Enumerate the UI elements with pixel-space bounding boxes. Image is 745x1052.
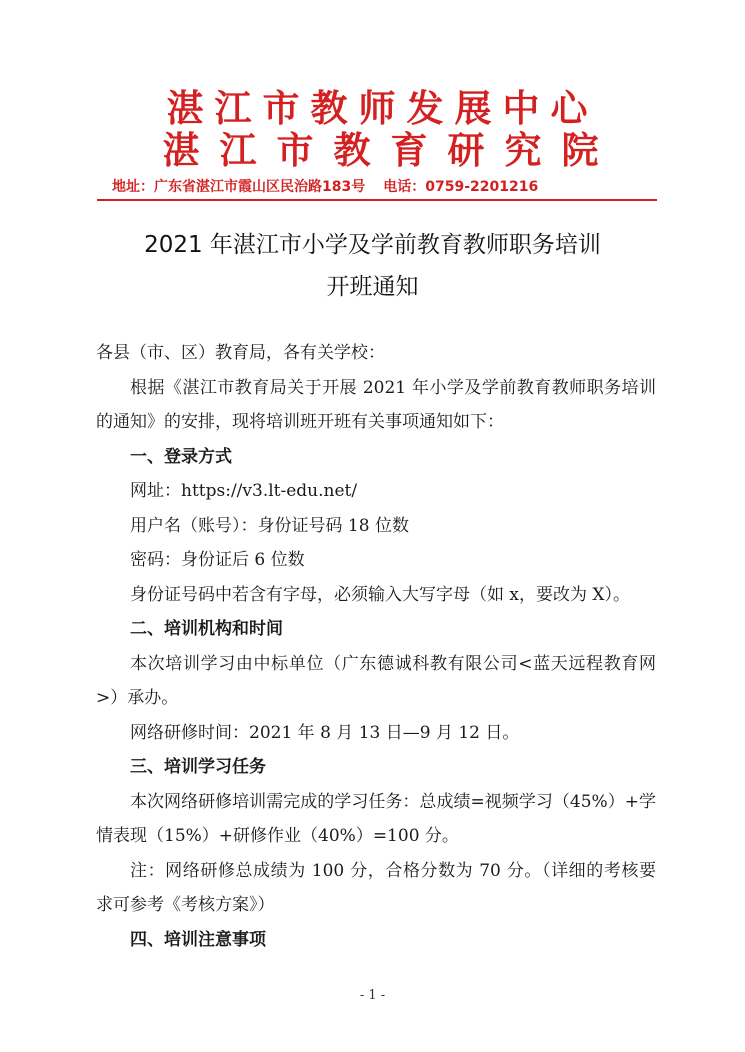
letterhead-contact xyxy=(112,176,672,196)
login-url: 网址：https://v3.lt-edu.net/ xyxy=(130,481,358,501)
training-task: 本次网络研修培训需完成的学习任务：总成绩=视频学习（45%）+学情表现（15%）+研修作业（40%）=100 分。 xyxy=(96,791,656,846)
intro-paragraph: 根据《湛江市教育局关于开展 2021 年小学及学前教育教师职务培训的通知》的安排，现将培训班开班有关事项通知如下： xyxy=(96,377,656,432)
section2-heading: 二、培训机构和时间 xyxy=(130,619,283,639)
letterhead-org-line2: 湛江市教育研究院 xyxy=(162,128,619,172)
letterhead-org-line1: 湛江市教师发展中心 xyxy=(166,86,599,130)
document-title-line1: 2021 年湛江市小学及学前教育教师职务培训 xyxy=(144,232,601,258)
training-org: 本次培训学习由中标单位（广东德诚科教有限公司<蓝天远程教育网>）承办。 xyxy=(96,653,656,708)
login-password: 密码：身份证后 6 位数 xyxy=(130,550,305,570)
document-title-line2: 开班通知 xyxy=(326,274,419,300)
login-username: 用户名（账号）：身份证号码 18 位数 xyxy=(130,515,409,536)
training-time: 网络研修时间：2021 年 8 月 13 日—9 月 12 日。 xyxy=(130,722,520,743)
training-score-note: 注：网络研修总成绩为 100 分，合格分数为 70 分。（详细的考核要求可参考《考核方案》） xyxy=(96,860,656,915)
letterhead-address: 地址：广东省湛江市霞山区民治路183号 xyxy=(112,179,366,195)
section4-heading: 四、培训注意事项 xyxy=(130,929,266,950)
section1-heading: 一、登录方式 xyxy=(130,446,232,467)
login-note: 身份证号码中若含有字母，必须输入大写字母（如 x，要改为 X）。 xyxy=(130,584,630,605)
section3-heading: 三、培训学习任务 xyxy=(130,757,266,777)
letterhead-phone: 电话：0759-2201216 xyxy=(383,179,539,195)
letterhead-divider xyxy=(97,199,657,201)
salutation: 各县（市、区）教育局，各有关学校： xyxy=(96,343,385,363)
document-body xyxy=(96,336,656,957)
page-number: - 1 - xyxy=(359,988,386,1003)
